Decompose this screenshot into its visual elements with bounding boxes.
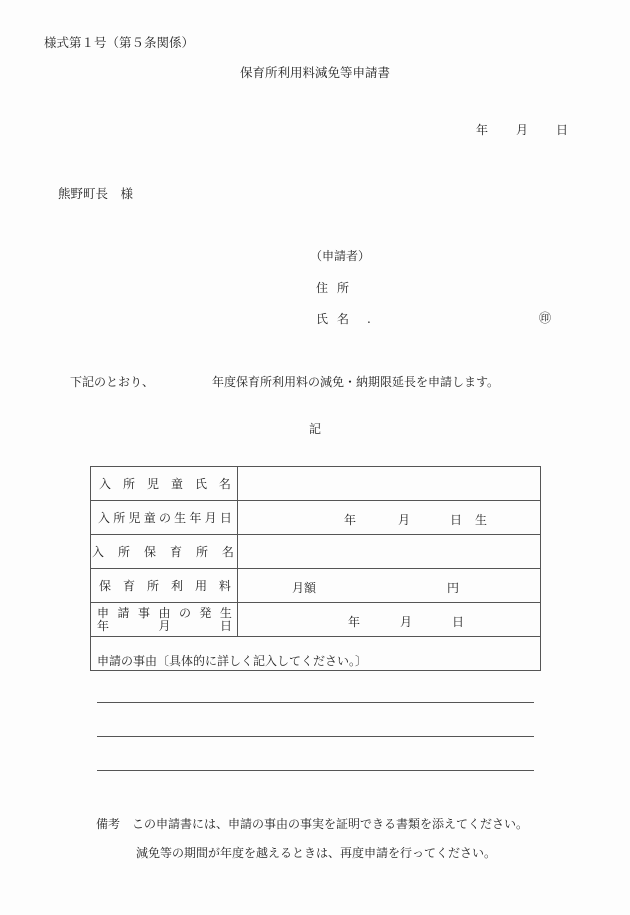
name-dot: . (367, 312, 371, 326)
seal-icon: ㊞ (539, 311, 552, 325)
label-char: 年 (189, 511, 202, 525)
writing-line (97, 770, 534, 771)
label-char: 由 (158, 605, 171, 620)
label-char: 生 (219, 605, 232, 620)
reason-date-label (91, 603, 238, 637)
reason-field[interactable] (91, 637, 541, 671)
child-name-field[interactable] (238, 467, 541, 501)
label-char: 児 (128, 511, 141, 525)
day-unit: 日 (450, 513, 463, 527)
label-char: 申 (97, 605, 110, 620)
label-char: 料 (218, 579, 231, 593)
label-char: 童 (143, 511, 156, 525)
label-char: の (178, 605, 191, 620)
intro-suffix: 年度保育所利用料の減免・納期限延長を申請します。 (212, 375, 500, 389)
applicant-heading: （申請者） (310, 249, 371, 263)
day-unit: 日 (452, 615, 465, 629)
table-row (91, 603, 541, 637)
label-char: 所 (122, 477, 135, 491)
monthly-amount-label: 月額 (292, 581, 317, 595)
year-unit: 年 (344, 513, 357, 527)
addressee: 熊野町長 様 (58, 186, 134, 201)
remark-line-1: 備考 この申請書には、申請の事由の事実を証明できる書類を添えてください。 (96, 817, 529, 831)
date-day: 日 (556, 123, 569, 137)
label-char: 年 (97, 618, 110, 633)
label-char: 日 (219, 511, 232, 525)
label-char: 月 (204, 511, 217, 525)
label-char: 入 (99, 477, 112, 491)
name-label: 氏名 (316, 312, 359, 326)
label-char: 保 (99, 579, 112, 593)
label-char: 所 (195, 545, 208, 559)
month-unit: 月 (398, 513, 411, 527)
label-char: 育 (122, 579, 135, 593)
label-char: 事 (137, 605, 150, 620)
month-unit: 月 (400, 615, 413, 629)
nursery-name-label (91, 535, 238, 569)
label-char: 保 (143, 545, 156, 559)
address-label: 住所 (316, 281, 359, 295)
usage-fee-field[interactable] (238, 569, 541, 603)
yen-unit: 円 (447, 581, 460, 595)
date-month: 月 (516, 123, 529, 137)
label-char: 月 (158, 618, 171, 633)
child-birthdate-field[interactable] (238, 501, 541, 535)
label-char: 入 (98, 511, 111, 525)
label-char: 用 (194, 579, 207, 593)
born-suffix: 生 (475, 513, 488, 527)
usage-fee-label (91, 569, 238, 603)
child-birthdate-label (91, 501, 238, 535)
reason-date-field[interactable] (238, 603, 541, 637)
year-unit: 年 (348, 615, 361, 629)
label-char: の (158, 511, 171, 525)
form-number: 様式第１号（第５条関係） (44, 35, 195, 50)
intro-prefix: 下記のとおり、 (70, 375, 155, 389)
remark-line-2: 減免等の期間が年度を越えるときは、再度申請を行ってください。 (136, 846, 497, 860)
label-char: 生 (174, 511, 187, 525)
label-char: 名 (218, 477, 231, 491)
label-char: 氏 (194, 477, 207, 491)
ki-heading: 記 (308, 422, 321, 436)
page-title: 保育所利用料減免等申請書 (239, 65, 390, 80)
application-table (90, 466, 541, 671)
writing-line (97, 736, 534, 737)
nursery-name-field[interactable] (238, 535, 541, 569)
label-char: 利 (170, 579, 183, 593)
table-row (91, 637, 541, 671)
label-char: 名 (221, 545, 234, 559)
label-char: 童 (170, 477, 183, 491)
table-row (91, 535, 541, 569)
child-name-label (91, 467, 238, 501)
label-char: 育 (169, 545, 182, 559)
label-char: 所 (117, 545, 130, 559)
label-char: 児 (146, 477, 159, 491)
label-char: 所 (113, 511, 126, 525)
reason-label: 申請の事由〔具体的に詳しく記入してください。〕 (97, 654, 368, 668)
label-char: 所 (146, 579, 159, 593)
label-char: 日 (219, 618, 232, 633)
label-char: 入 (92, 545, 105, 559)
table-row (91, 467, 541, 501)
date-year: 年 (476, 123, 489, 137)
label-char: 請 (117, 605, 130, 620)
writing-line (97, 702, 534, 703)
table-row (91, 501, 541, 535)
label-char: 発 (199, 605, 212, 620)
table-row (91, 569, 541, 603)
